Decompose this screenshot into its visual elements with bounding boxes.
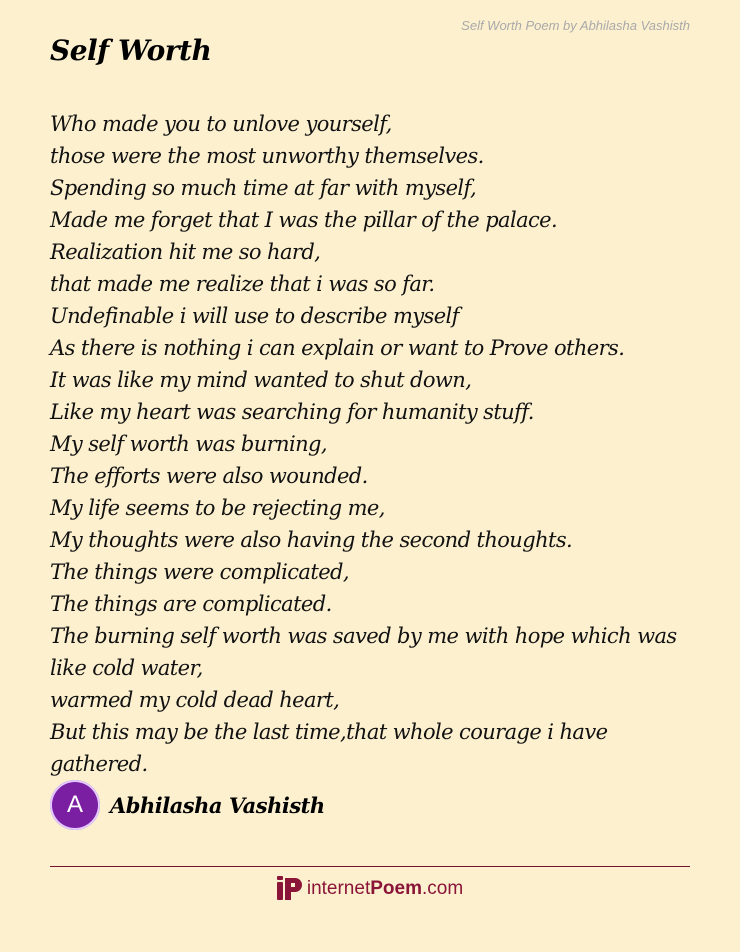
poem-line: It was like my mind wanted to shut down,: [50, 368, 472, 392]
internetpoem-logo-icon: [277, 876, 303, 902]
author-name[interactable]: Abhilasha Vashisth: [110, 792, 325, 818]
poem-line: Spending so much time at far with myself,: [50, 176, 477, 200]
poem-line: The efforts were also wounded.: [50, 464, 368, 488]
poem-line: The burning self worth was saved by me with hope which was like cold water,: [50, 624, 677, 680]
footer-divider: [50, 866, 690, 867]
poem-line: As there is nothing i can explain or want to Prove others.: [50, 336, 625, 360]
poem-line: Made me forget that I was the pillar of the palace.: [50, 208, 558, 232]
footer-brand-link[interactable]: [0, 876, 740, 902]
header-credit: Self Worth Poem by Abhilasha Vashisth: [461, 18, 690, 33]
poem-line: But this may be the last time,that whole courage i have gathered.: [50, 720, 608, 776]
brand-prefix: internet: [306, 878, 371, 899]
poem-line: My life seems to be rejecting me,: [50, 496, 385, 520]
brand-text[interactable]: [307, 878, 463, 900]
brand-bold: Poem: [370, 878, 422, 899]
poem-line: My thoughts were also having the second thoughts.: [50, 528, 573, 552]
brand-suffix: .com: [421, 878, 464, 899]
poem-line: Who made you to unlove yourself,: [50, 112, 392, 136]
poem-line: The things are complicated.: [50, 592, 332, 616]
poem-line: Like my heart was searching for humanity stuff.: [50, 400, 534, 424]
author-row[interactable]: [50, 780, 325, 830]
poem-line: Realization hit me so hard,: [50, 240, 321, 264]
poem-line: Undefinable i will use to describe myself: [50, 304, 459, 328]
poem-line: My self worth was burning,: [50, 432, 327, 456]
poem-body: [50, 108, 698, 780]
poem-title: Self Worth: [50, 34, 212, 67]
poem-line: those were the most unworthy themselves.: [50, 144, 484, 168]
poem-line: warmed my cold dead heart,: [50, 688, 340, 712]
poem-line: The things were complicated,: [50, 560, 349, 584]
avatar[interactable]: A: [50, 780, 100, 830]
poem-line: that made me realize that i was so far.: [50, 272, 435, 296]
